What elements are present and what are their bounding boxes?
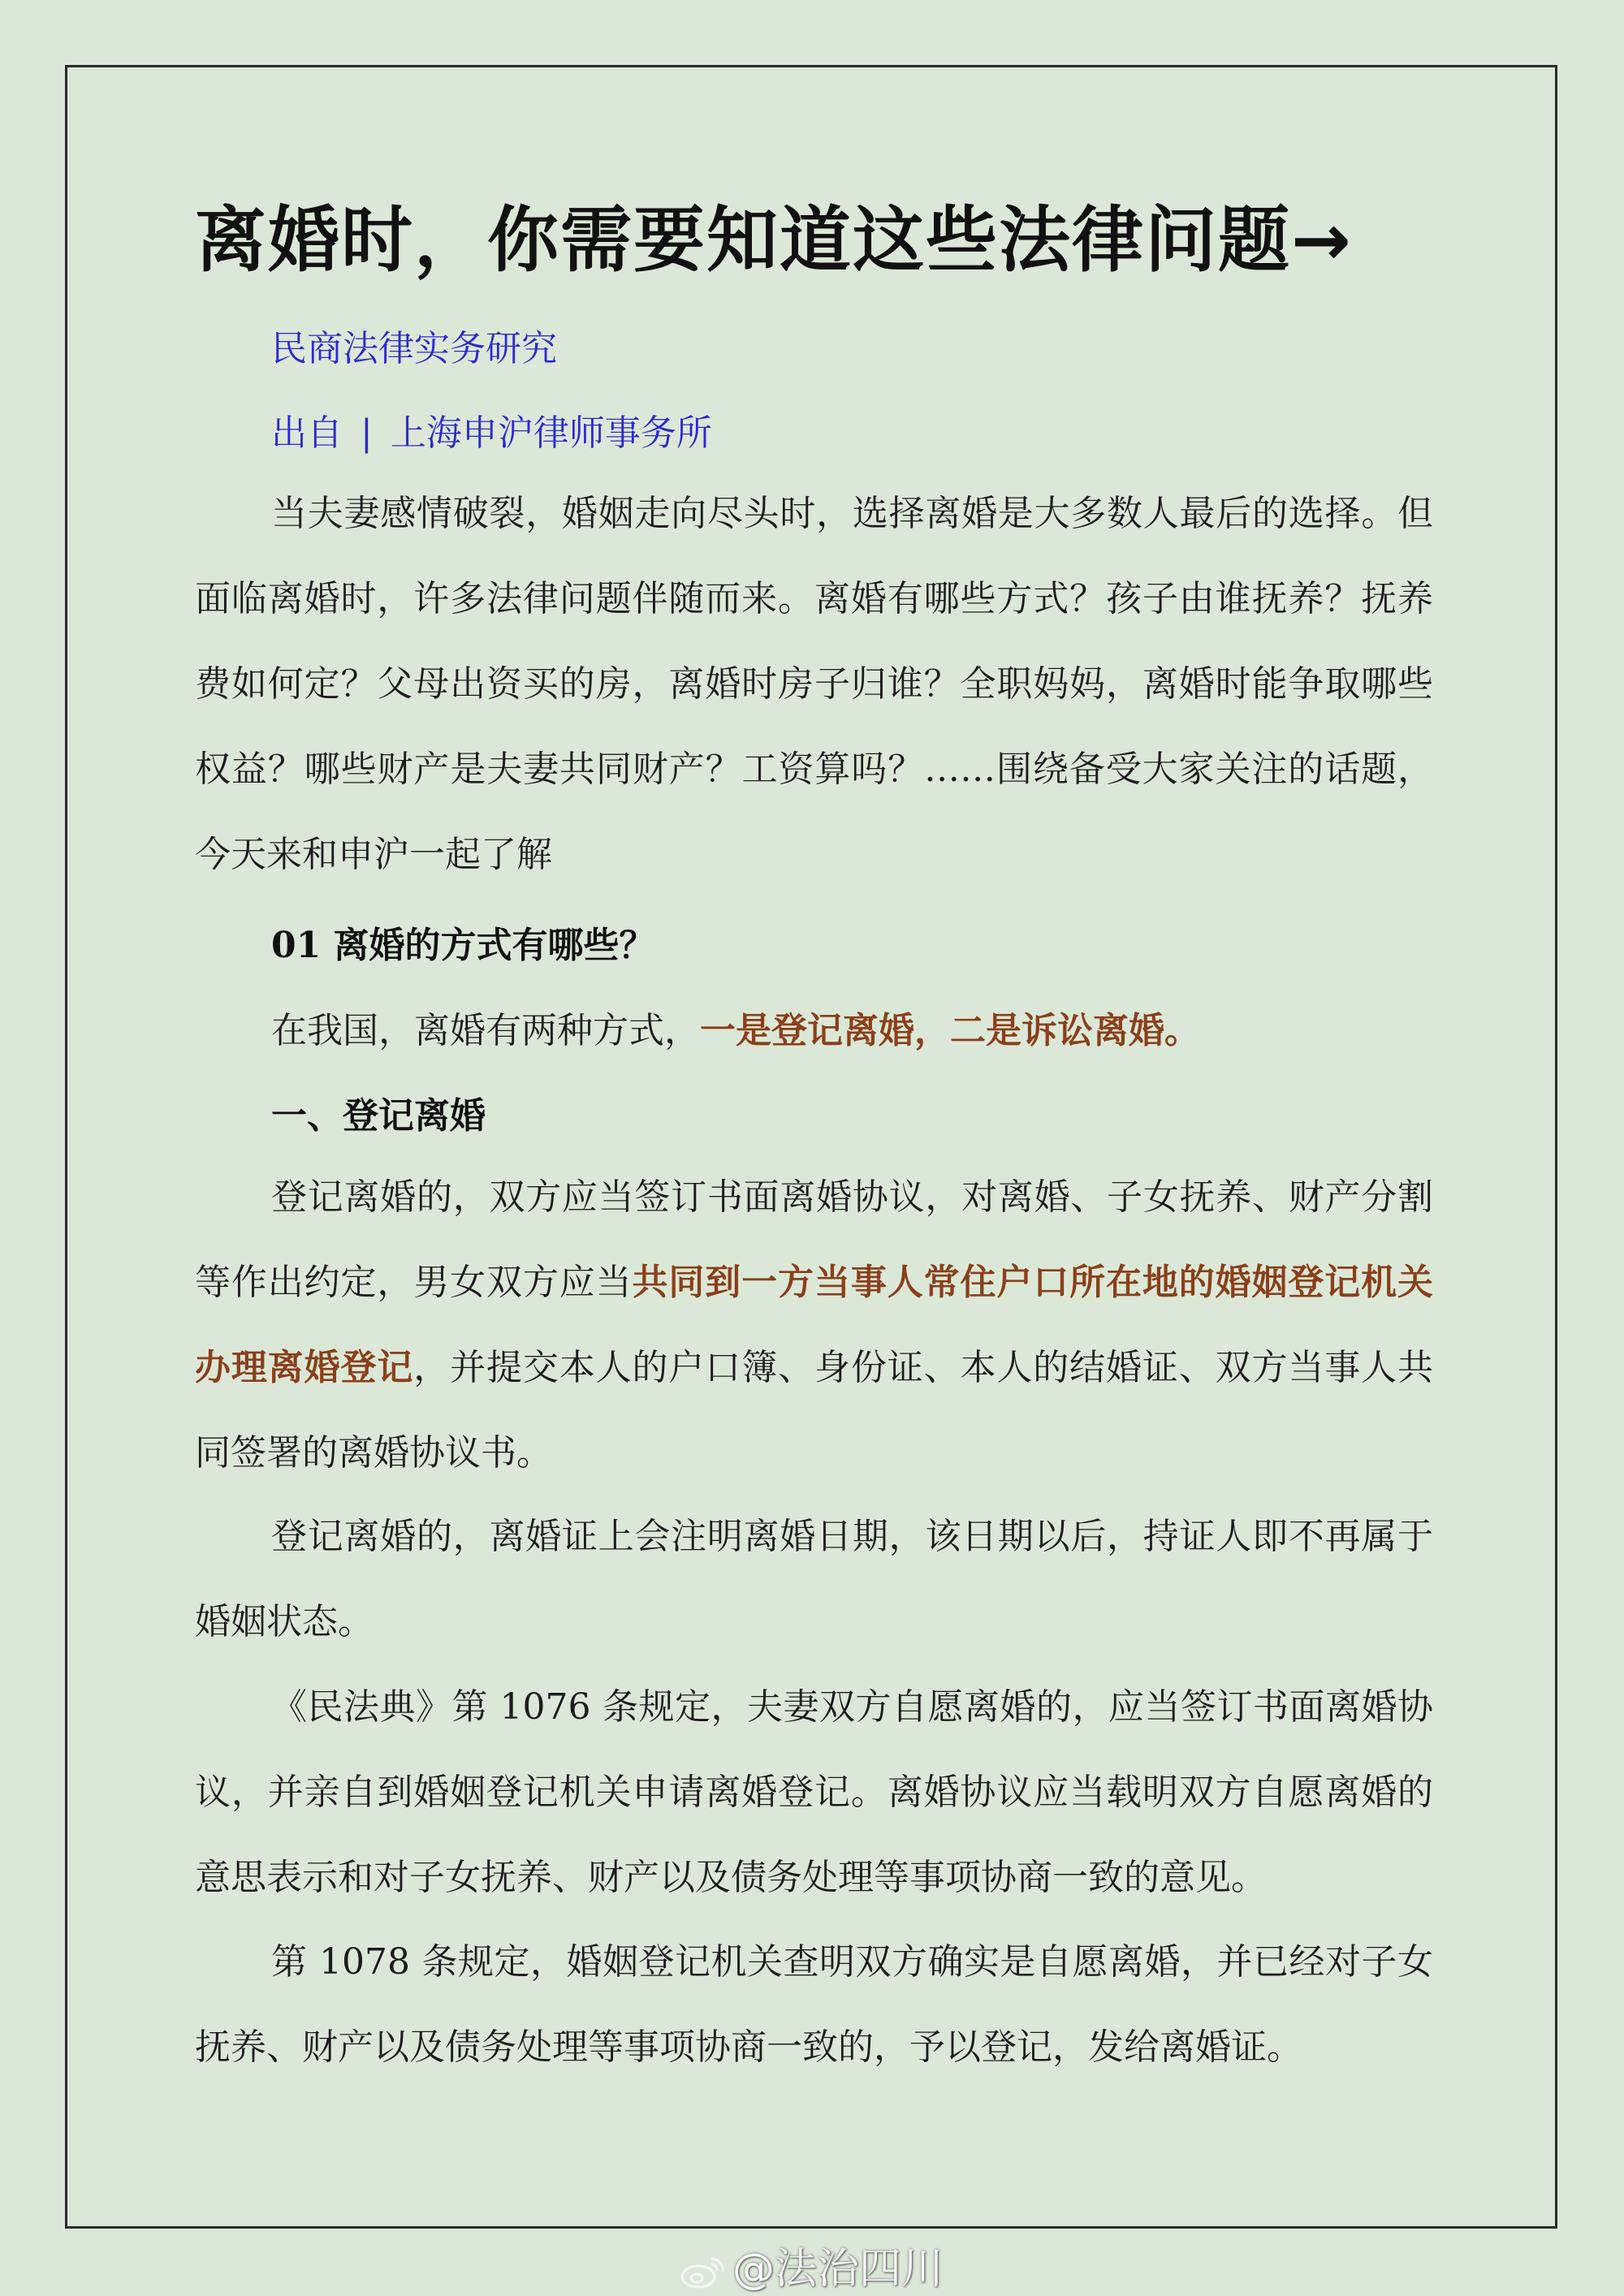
weibo-logo-icon <box>679 2254 728 2290</box>
column-name[interactable] <box>271 319 557 371</box>
watermark <box>679 2234 944 2295</box>
intro-paragraph: 当夫妻感情破裂，婚姻走向尽头时，选择离婚是大多数人最后的选择。但面临离婚时，许多法律问题伴随而来。离婚有哪些方式？孩子由谁抚养？抚养费如何定？父母出资买的房，离婚时房子归谁？全职妈妈，离婚时能争取哪些权益？哪些财产是夫妻共同财产？工资算吗？……围绕备受大家关注的话题，今天来和申沪一起了解 <box>195 493 1433 875</box>
p1-prefix: 登记离婚的，双方应当签订书面离婚协议，对离婚、子女抚养、财产分割等作出约定，男女双方应当 <box>195 1176 1433 1303</box>
column-label[interactable]: 民商法律实务研究 <box>271 328 557 369</box>
paragraph-article-1076: 《民法典》第 1076 条规定，夫妻双方自愿离婚的，应当签订书面离婚协议，并亲自到婚姻登记机关申请离婚登记。离婚协议应当载明双方自愿离婚的意思表示和对子女抚养、财产以及债务处理等事项协商一致的意见。 <box>195 1686 1433 1898</box>
source-separator: | <box>361 412 373 454</box>
p1-highlight: 共同到一方当事人常住户口所在地的婚姻登记机关办理离婚登记 <box>195 1262 1433 1388</box>
watermark-text: @法治四川 <box>732 2245 944 2294</box>
paragraph-article-1078: 第 1078 条规定，婚姻登记机关查明双方确实是自愿离婚，并已经对子女抚养、财产以及债务处理等事项协商一致的，予以登记，发给离婚证。 <box>195 1941 1433 2068</box>
p1-suffix: ，并提交本人的户口簿、身份证、本人的结婚证、双方当事人共同签署的离婚协议书。 <box>195 1347 1434 1474</box>
source-prefix: 出自 <box>271 412 343 454</box>
section-heading: 01 离婚的方式有哪些？ <box>271 925 655 966</box>
sub-heading: 一、登记离婚 <box>271 1095 486 1137</box>
article-title: 离婚时，你需要知道这些法律问题→ <box>195 198 1353 282</box>
paragraph-registration <box>195 1154 1433 1495</box>
methods-paragraph <box>271 1001 1200 1053</box>
source-name[interactable]: 上海申沪律师事务所 <box>390 412 712 454</box>
paragraph-divorce-date: 登记离婚的，离婚证上会注明离婚日期，该日期以后，持证人即不再属于婚姻状态。 <box>195 1516 1433 1642</box>
methods-highlight: 一是登记离婚，二是诉讼离婚。 <box>700 1010 1200 1051</box>
source-line <box>271 404 712 455</box>
methods-prefix: 在我国，离婚有两种方式， <box>271 1010 700 1051</box>
